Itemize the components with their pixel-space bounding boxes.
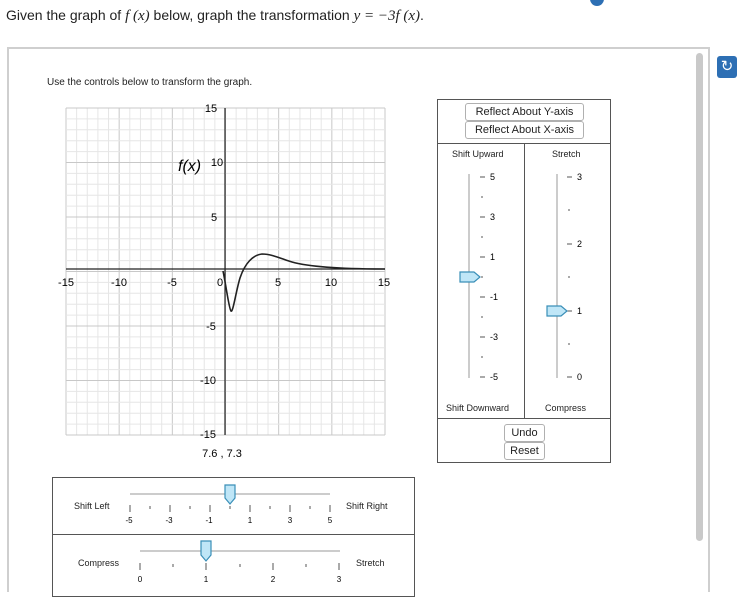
- vshift-tick-neg1: -1: [490, 292, 499, 302]
- vstretch-slider-handle[interactable]: [547, 306, 567, 316]
- hshift-tick-1: 1: [247, 516, 253, 525]
- hshift-tick-neg3: -3: [165, 516, 173, 525]
- vshift-tick-3: 3: [490, 212, 496, 222]
- tick-x-neg5: -5: [167, 277, 177, 289]
- function-graph[interactable]: [40, 95, 410, 465]
- question-middle: below, graph the transformation: [149, 7, 354, 23]
- hshift-tick-neg5: -5: [125, 516, 133, 525]
- shift-right-label: Shift Right: [346, 501, 388, 511]
- tick-x-15: 15: [377, 277, 391, 289]
- hcompress-label: Compress: [78, 558, 120, 568]
- refresh-icon[interactable]: ↻: [717, 56, 737, 78]
- question-prefix: Given the graph of: [6, 7, 126, 23]
- undo-button[interactable]: Undo: [504, 424, 545, 442]
- hstretch-slider-handle[interactable]: [201, 541, 211, 561]
- coordinate-readout: 7.6 , 7.3: [202, 448, 242, 460]
- vertical-sliders[interactable]: [438, 160, 610, 400]
- shift-downward-label: Shift Downward: [446, 403, 510, 413]
- reflect-y-button[interactable]: Reflect About Y-axis: [465, 103, 584, 121]
- tick-x-neg10: -10: [111, 277, 127, 289]
- vshift-slider-handle[interactable]: [460, 272, 480, 282]
- vstretch-tick-1: 1: [577, 306, 583, 316]
- vshift-tick-neg3: -3: [490, 332, 499, 342]
- shift-upward-label: Shift Upward: [452, 149, 504, 159]
- tick-y-neg10: -10: [200, 375, 216, 387]
- panel-divider-bottom: [437, 418, 611, 419]
- stretch-label: Stretch: [552, 149, 581, 159]
- scrollbar[interactable]: [696, 53, 703, 541]
- question-fx: f (x): [125, 8, 150, 24]
- horizontal-sliders[interactable]: [100, 478, 360, 593]
- vstretch-tick-3: 3: [577, 172, 583, 182]
- vshift-tick-1: 1: [490, 252, 496, 262]
- help-icon[interactable]: [590, 0, 604, 6]
- tick-y-10: 10: [210, 157, 224, 169]
- hstretch-tick-3: 3: [336, 575, 342, 584]
- hshift-tick-3: 3: [287, 516, 293, 525]
- tick-x-neg15: -15: [58, 277, 74, 289]
- hstretch-tick-1: 1: [203, 575, 209, 584]
- hstretch-tick-2: 2: [270, 575, 276, 584]
- reset-button[interactable]: Reset: [504, 442, 545, 460]
- vstretch-tick-0: 0: [577, 372, 583, 382]
- tick-y-neg5: -5: [206, 321, 216, 333]
- vstretch-tick-2: 2: [577, 239, 583, 249]
- hstretch-tick-0: 0: [137, 575, 143, 584]
- shift-left-label: Shift Left: [74, 501, 110, 511]
- tick-x-10: 10: [324, 277, 338, 289]
- hshift-tick-5: 5: [327, 516, 333, 525]
- question-equation: y = −3f (x): [353, 8, 421, 24]
- tick-x-5: 5: [274, 277, 282, 289]
- function-label: f(x): [178, 158, 202, 175]
- tick-y-15: 15: [204, 103, 218, 115]
- vshift-tick-5: 5: [490, 172, 496, 182]
- question-text: [6, 7, 424, 25]
- vshift-tick-neg5: -5: [490, 372, 499, 382]
- tick-y-5: 5: [210, 212, 218, 224]
- question-suffix: .: [420, 7, 424, 23]
- tick-y-neg15: -15: [200, 429, 216, 441]
- hstretch-label: Stretch: [356, 558, 385, 568]
- hshift-slider-handle[interactable]: [225, 485, 235, 504]
- tick-x-0: 0: [216, 277, 224, 289]
- hshift-tick-neg1: -1: [205, 516, 213, 525]
- instructions: Use the controls below to transform the graph.: [47, 77, 253, 88]
- compress-label: Compress: [545, 403, 587, 413]
- reflect-x-button[interactable]: Reflect About X-axis: [465, 121, 584, 139]
